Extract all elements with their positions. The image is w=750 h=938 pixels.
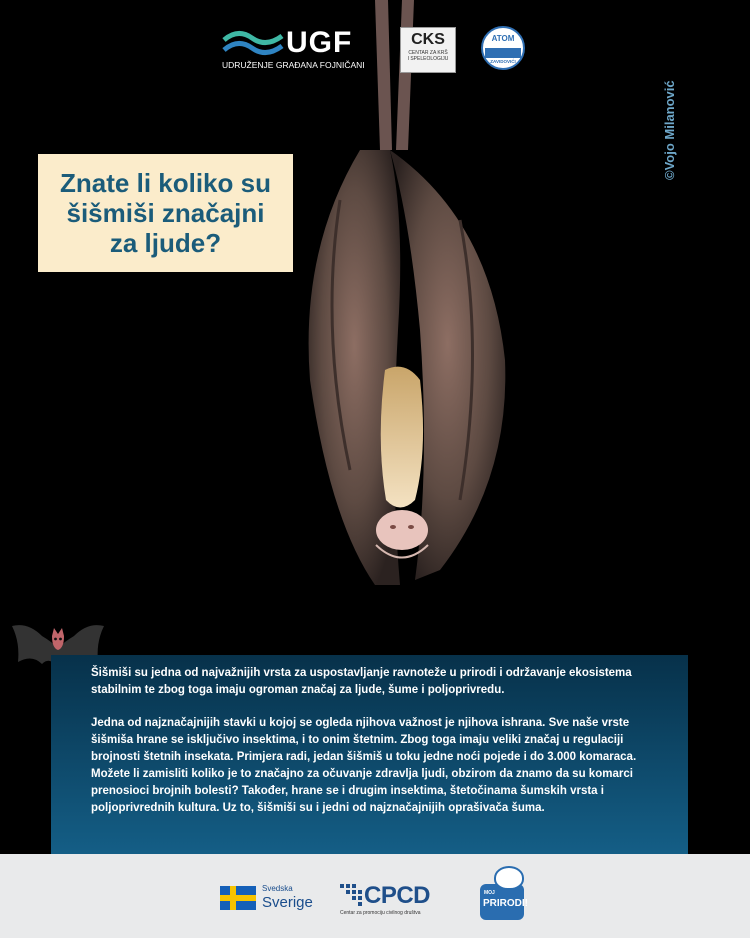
atom-logo-title: ATOM xyxy=(491,34,515,43)
cks-logo-letters: CKS xyxy=(411,31,445,48)
grid-mark-icon xyxy=(340,884,362,906)
photo-credit: ©Vojo Milanović xyxy=(662,80,677,180)
ugf-logo xyxy=(222,26,374,74)
moj-prirodi-big: PRIRODI! xyxy=(483,898,528,909)
moj-prirodi-logo xyxy=(480,866,532,922)
cloud-icon xyxy=(494,866,524,890)
sweden-logo xyxy=(220,884,315,914)
cpcd-logo-subtitle: Centar za promociju civilnog društva xyxy=(340,910,421,916)
atom-logo-band xyxy=(485,48,521,58)
cpcd-logo xyxy=(340,882,440,918)
sweden-logo-small: Svedska xyxy=(262,884,293,893)
moj-prirodi-small: MOJ xyxy=(484,890,495,896)
paragraph-intro: Šišmiši su jedna od najvažnijih vrsta za uspostavljanje ravnoteže u prirodi i održavanje ekosistema stabilnim te zbog toga imaju ogroman značaj za ljude, šume i poljoprivredu. xyxy=(91,667,632,696)
ugf-logo-subtitle: UDRUŽENJE GRAĐANA FOJNIČANI xyxy=(222,60,365,70)
wave-icon xyxy=(222,28,284,58)
hanging-bat-image xyxy=(280,0,530,600)
sweden-logo-big: Sverige xyxy=(262,894,313,911)
page-title: Znate li koliko su šišmiši značajni za ljude? xyxy=(60,168,271,258)
cks-logo xyxy=(400,27,456,73)
ugf-logo-letters: UGF xyxy=(286,26,353,59)
footer xyxy=(0,854,750,938)
cpcd-logo-name: CPCD xyxy=(364,882,431,909)
cks-logo-subtitle-2: I SPELEOLOGIJU xyxy=(407,56,449,62)
info-panel xyxy=(51,655,688,854)
cks-logo-subtitle-1: CENTAR ZA KRŠ xyxy=(408,50,448,56)
title-box xyxy=(38,154,293,272)
paragraph-diet: Jedna od najznačajnijih stavki u kojoj se ogleda njihova važnost je njihova ishrana. Sve naše vrste šišmiša hrane se isključivo insektima, i to onim štetnim. Zbog toga imaju veliki značaj u regulaciji brojnosti štetnih insekata. Primjera radi, jedan šišmiš u toku jedne noći pojede i do 3.000 komaraca. Možete li zamisliti koliko je to značajno za očuvanje zdravlja ljudi, obzirom da znamo da su komarci prenosioci brojnih bolesti? Također, hrane se i drugim insektima, štetočinama šumskih vrsta i poljoprivrednih kultura. Uz to, šišmiši su i jedni od najznačajnijih oprašivača šuma. xyxy=(91,717,637,814)
atom-logo-subtitle: ZAVIDOVIĆI xyxy=(490,59,516,64)
atom-logo xyxy=(481,26,525,70)
swedish-flag-icon xyxy=(220,886,256,910)
